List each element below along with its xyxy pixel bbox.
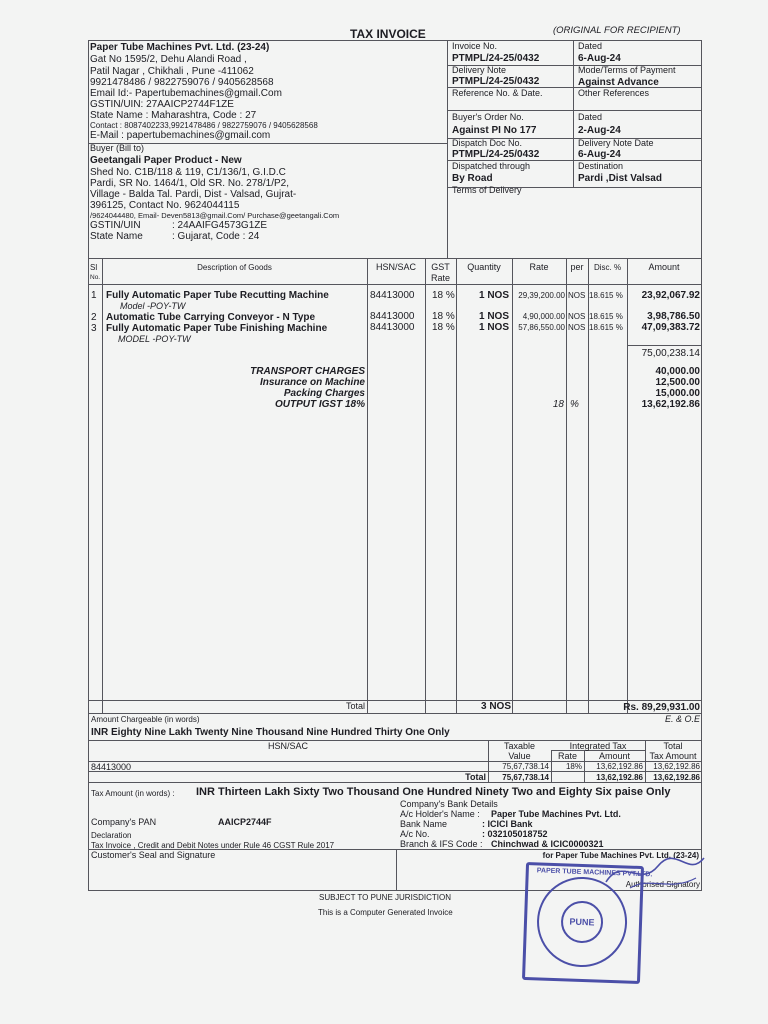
- branch-ifsc: Chinchwad & ICIC0000321: [491, 839, 604, 849]
- row-rate: 57,86,550.00: [518, 323, 565, 332]
- row-sl: 2: [91, 312, 97, 323]
- total-tax-header-2: Tax Amount: [649, 751, 697, 761]
- charge-amount: 15,000.00: [655, 388, 700, 399]
- tax-hsn-header: HSN/SAC: [267, 741, 308, 751]
- buyer-gstin: : 24AAIFG4573G1ZE: [172, 220, 268, 231]
- bank-name: : ICICI Bank: [482, 819, 533, 829]
- col-per: per: [570, 262, 584, 272]
- bank-title: Company's Bank Details: [400, 799, 498, 809]
- charge-label: Insurance on Machine: [259, 377, 365, 388]
- tax-rate: 18%: [565, 762, 582, 771]
- row-rate: 4,90,000.00: [522, 312, 565, 321]
- row-quantity: 1 NOS: [478, 322, 509, 333]
- company-pan: AAICP2744F: [218, 817, 272, 827]
- declaration-text: Tax Invoice , Credit and Debit Notes under Rule 46 CGST Rule 2017: [91, 841, 335, 850]
- charge-amount: 13,62,192.86: [641, 399, 700, 410]
- invoice-no-label: Invoice No.: [452, 41, 498, 51]
- acno-label: A/c No.: [400, 829, 430, 839]
- dispatch-doc: PTMPL/24-25/0432: [452, 149, 540, 160]
- invoice-no: PTMPL/24-25/0432: [452, 53, 540, 64]
- igst-rate: 18: [552, 399, 564, 410]
- col-gst-rate: Rate: [430, 273, 450, 283]
- amount-in-words: INR Eighty Nine Lakh Twenty Nine Thousand Nine Hundred Thirty One Only: [91, 727, 450, 738]
- order-no: Against PI No 177: [452, 125, 537, 136]
- buyer-line: Shed No. C1B/118 & 119, C1/136/1, G.I.D.C: [90, 167, 286, 178]
- seller-email: E-Mail : papertubemachines@gmail.com: [90, 130, 271, 141]
- row-gst: 18 %: [432, 322, 455, 333]
- buyer-state-label: State Name: [90, 231, 143, 242]
- col-description: Description of Goods: [197, 263, 272, 272]
- stamp-city: PUNE: [560, 900, 603, 943]
- taxable-header-2: Value: [508, 751, 531, 761]
- col-hsn: HSN/SAC: [375, 262, 416, 272]
- delivery-note: PTMPL/24-25/0432: [452, 76, 540, 87]
- total-label: Total: [345, 701, 365, 711]
- row-amount: 23,92,067.92: [641, 290, 700, 301]
- seller-line: State Name : Maharashtra, Code : 27: [90, 110, 257, 121]
- jurisdiction: SUBJECT TO PUNE JURISDICTION: [319, 893, 452, 902]
- payment-label: Mode/Terms of Payment: [578, 65, 676, 75]
- taxable-value: 75,67,738.14: [502, 762, 549, 771]
- integrated-header: Integrated Tax: [569, 741, 627, 751]
- grand-total: Rs. 89,29,931.00: [623, 702, 700, 713]
- row-per: NOS: [568, 291, 586, 300]
- charge-label: Packing Charges: [283, 388, 365, 399]
- buyer-line: Pardi, SR No. 1464/1, Old SR. No. 278/1/P2,: [90, 178, 289, 189]
- row-gst: 18 %: [432, 290, 455, 301]
- holder-label: A/c Holder's Name :: [400, 809, 480, 819]
- row-hsn: 84413000: [370, 322, 415, 333]
- buyer-line: 396125, Contact No. 9624044115: [90, 200, 240, 211]
- dated-label: Dated: [578, 41, 603, 51]
- row-per: NOS: [568, 312, 586, 321]
- seller-line: Patil Nagar , Chikhali , Pune -411062: [90, 66, 254, 77]
- destination: Pardi ,Dist Valsad: [578, 173, 662, 184]
- declaration-label: Declaration: [91, 831, 132, 840]
- row-disc: 18.615 %: [589, 323, 623, 332]
- destination-label: Destination: [578, 161, 624, 171]
- tax-amount-header: Amount: [598, 751, 631, 761]
- row-amount: 3,98,786.50: [647, 311, 700, 322]
- dispatch-doc-label: Dispatch Doc No.: [452, 138, 523, 148]
- row-description: Automatic Tube Carrying Conveyor - N Type: [106, 312, 316, 323]
- col-quantity: Quantity: [467, 262, 501, 272]
- seller-line: Email Id:- Papertubemachines@gmail.Com: [90, 88, 282, 99]
- row-sl: 3: [91, 323, 97, 334]
- seller-name: Paper Tube Machines Pvt. Ltd. (23-24): [90, 42, 270, 53]
- account-number: : 032105018752: [482, 829, 548, 839]
- total-tax: 13,62,192.86: [653, 762, 700, 771]
- copy-label: (ORIGINAL FOR RECIPIENT): [553, 25, 681, 36]
- reference-label: Reference No. & Date.: [452, 88, 543, 98]
- row-rate: 29,39,200.00: [518, 291, 565, 300]
- row-amount: 47,09,383.72: [641, 322, 700, 333]
- words-label: Amount Chargeable (in words): [91, 715, 200, 724]
- charge-amount: 12,500.00: [655, 377, 700, 388]
- taxable-header: Taxable: [503, 741, 536, 751]
- tax-sum-total: 13,62,192.86: [653, 773, 700, 782]
- row-hsn: 84413000: [370, 290, 415, 301]
- seller-line: GSTIN/UIN: 27AAICP2744F1ZE: [90, 99, 234, 110]
- row-quantity: 1 NOS: [478, 290, 509, 301]
- igst-rate-unit: %: [570, 399, 579, 410]
- dispatched-through: By Road: [452, 173, 493, 184]
- tax-sum-amount: 13,62,192.86: [596, 773, 643, 782]
- tax-rate-header: Rate: [557, 751, 577, 761]
- order-label: Buyer's Order No.: [452, 112, 524, 122]
- delivery-date-label: Delivery Note Date: [578, 138, 654, 148]
- charge-amount: 40,000.00: [655, 366, 700, 377]
- invoice-title: TAX INVOICE: [350, 27, 426, 41]
- branch-label: Branch & IFS Code :: [400, 839, 483, 849]
- charge-label: OUTPUT IGST 18%: [274, 399, 365, 410]
- terms-label: Terms of Delivery: [452, 185, 522, 195]
- for-company: for Paper Tube Machines Pvt. Ltd. (23-24): [542, 851, 699, 860]
- delivery-note-label: Delivery Note: [452, 65, 507, 75]
- tax-hsn: 84413000: [91, 762, 132, 772]
- row-sl: 1: [91, 290, 97, 301]
- subtotal: 75,00,238.14: [641, 348, 700, 359]
- row-disc: 18.615 %: [589, 291, 623, 300]
- col-sl: Sl: [90, 263, 98, 272]
- stamp-text: PAPER TUBE MACHINES PVT.LTD.: [536, 867, 653, 879]
- row-model: Model -POY-TW: [120, 301, 186, 311]
- delivery-date: 6-Aug-24: [578, 149, 621, 160]
- buyer-name: Geetangali Paper Product - New: [90, 155, 242, 166]
- row-quantity: 1 NOS: [478, 311, 509, 322]
- row-gst: 18 %: [432, 311, 455, 322]
- payment-terms: Against Advance: [578, 77, 659, 88]
- col-no: No.: [90, 274, 101, 281]
- col-rate: Rate: [529, 262, 549, 272]
- buyer-label: Buyer (Bill to): [90, 143, 145, 153]
- dispatched-label: Dispatched through: [452, 161, 531, 171]
- buyer-gstin-label: GSTIN/UIN: [90, 220, 141, 231]
- tax-sum-taxable: 75,67,738.14: [502, 773, 549, 782]
- tax-sum-label: Total: [465, 772, 486, 782]
- buyer-contact: /9624044480, Email- Deven5813@gmail.Com/ Purchase@geetangali.Com: [90, 211, 340, 220]
- total-tax-header: Total: [663, 741, 683, 751]
- invoice-date: 6-Aug-24: [578, 53, 621, 64]
- charge-label: TRANSPORT CHARGES: [250, 366, 365, 377]
- eoe: E. & O.E: [664, 714, 700, 724]
- order-date: 2-Aug-24: [578, 125, 621, 136]
- col-gst: GST: [431, 262, 450, 272]
- col-amount: Amount: [648, 262, 680, 272]
- row-hsn: 84413000: [370, 311, 415, 322]
- seller-line: Gat No 1595/2, Dehu Alandi Road ,: [90, 54, 247, 65]
- pan-label: Company's PAN: [91, 817, 157, 827]
- col-disc: Disc. %: [593, 263, 622, 272]
- seller-line: 9921478486 / 9822759076 / 9405628568: [90, 77, 274, 88]
- authorised-signatory: Authorised Signatory: [625, 880, 700, 889]
- row-disc: 18.615 %: [589, 312, 623, 321]
- order-dated-label: Dated: [578, 112, 603, 122]
- buyer-line: Village - Balda Tal. Pardi, Dist - Valsad, Gujrat-: [90, 189, 297, 200]
- row-description: Fully Automatic Paper Tube Finishing Machine: [106, 323, 328, 334]
- seller-contact: Contact : 8087402233,9921478486 / 9822759076 / 9405628568: [90, 121, 318, 130]
- row-model: MODEL -POY-TW: [118, 334, 191, 344]
- row-per: NOS: [568, 323, 586, 332]
- bank-name-label: Bank Name: [400, 819, 448, 829]
- tax-words-label: Tax Amount (in words) :: [91, 789, 175, 798]
- other-ref-label: Other References: [578, 88, 650, 98]
- buyer-state: : Gujarat, Code : 24: [172, 231, 260, 242]
- computer-generated: This is a Computer Generated Invoice: [318, 908, 453, 917]
- tax-amount: 13,62,192.86: [596, 762, 643, 771]
- tax-in-words: INR Thirteen Lakh Sixty Two Thousand One Hundred Ninety Two and Eighty Six paise Only: [196, 786, 671, 798]
- total-quantity: 3 NOS: [480, 701, 511, 712]
- seal-label: Customer's Seal and Signature: [91, 850, 216, 860]
- signature-mark: [600, 848, 710, 898]
- row-description: Fully Automatic Paper Tube Recutting Machine: [106, 290, 329, 301]
- holder-name: Paper Tube Machines Pvt. Ltd.: [491, 809, 621, 819]
